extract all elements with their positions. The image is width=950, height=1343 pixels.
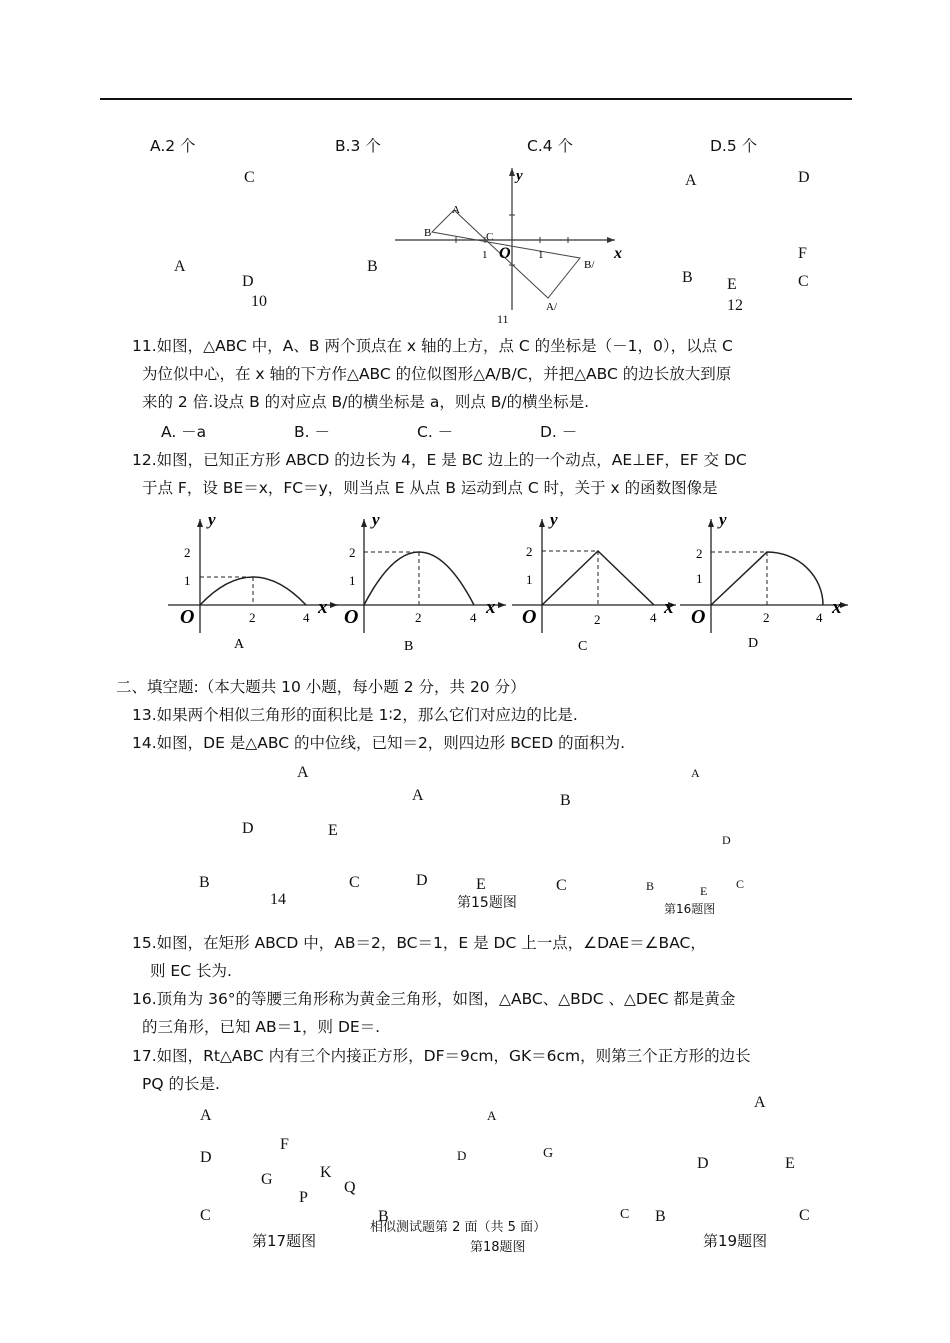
- fig16-label-b: B: [646, 879, 655, 893]
- graph-d-origin: O: [691, 606, 706, 628]
- fig12-label-f: F: [798, 245, 807, 262]
- graph-c-x-label: x: [664, 597, 674, 618]
- fig10-label-c: C: [244, 169, 255, 186]
- fig12-label-a: A: [685, 172, 697, 189]
- graph-a-x-label: x: [318, 597, 328, 618]
- q17-line2: PQ 的长是.: [142, 1075, 220, 1093]
- fig16-caption: 第16题图: [664, 902, 716, 916]
- fig16-label-a: A: [691, 766, 700, 780]
- graph-b-x-label: x: [486, 597, 496, 618]
- graph-c-tick-x4: 4: [650, 610, 657, 625]
- fig18-label-g: G: [543, 1146, 554, 1161]
- graph-b-tick-x2: 2: [415, 610, 422, 625]
- fig17-label-d: D: [200, 1149, 212, 1166]
- graph-c-tick-y2: 2: [526, 544, 533, 559]
- graph-c-y-arrow: [539, 519, 545, 527]
- fig15-label-b: B: [560, 792, 571, 809]
- q12-graphs: [160, 505, 860, 655]
- q11-line2: 为位似中心，在 x 轴的下方作△ABC 的位似图形△A/B/C，并把△ABC 的边长放大到原: [142, 365, 732, 383]
- fig18-label-d: D: [457, 1148, 467, 1163]
- fig11-label-b-outer: B: [367, 258, 378, 275]
- fig14-number: 14: [270, 891, 286, 908]
- fig15-label-c: C: [556, 877, 567, 894]
- fig19-caption: 第19题图: [703, 1232, 768, 1250]
- fig14-label-c: C: [349, 874, 360, 891]
- fig17-caption: 第17题图: [252, 1232, 317, 1250]
- fig15-label-d: D: [416, 872, 428, 889]
- q11-option-b: B. －: [294, 423, 330, 441]
- graph-d-tick-x2: 2: [763, 610, 770, 625]
- fig11-one-left: 1: [482, 249, 488, 261]
- fig18-caption: 第18题图: [470, 1240, 526, 1255]
- graph-a-tick-y1: 1: [184, 573, 191, 588]
- graph-d-tick-y2: 2: [696, 546, 703, 561]
- fig17-label-a: A: [200, 1107, 212, 1124]
- graph-b-x-arrow: [498, 602, 506, 608]
- fig11-x-label: x: [614, 245, 622, 262]
- q11-line1: 11.如图，△ABC 中，A、B 两个顶点在 x 轴的上方，点 C 的坐标是（－1，0），以点 C: [132, 337, 733, 355]
- fig17-label-b: B: [378, 1208, 389, 1225]
- fig19-label-d: D: [697, 1155, 709, 1172]
- graph-d: [680, 510, 848, 651]
- graph-c: [512, 510, 676, 654]
- fig19-label-a: A: [754, 1094, 766, 1111]
- fig15-caption: 第15题图: [457, 895, 517, 911]
- graph-c-letter: C: [578, 639, 588, 654]
- graph-a-letter: A: [234, 637, 245, 652]
- q11-option-c: C. －: [417, 423, 454, 441]
- q11-line3: 来的 2 倍.设点 B 的对应点 B/的横坐标是 a，则点 B/的横坐标是.: [142, 393, 590, 411]
- fig11-label-a-prime: A/: [546, 301, 557, 313]
- graph-d-letter: D: [748, 636, 759, 651]
- fig14-label-b: B: [199, 874, 210, 891]
- graph-b-tick-y1: 1: [349, 573, 356, 588]
- q15-line1: 15.如图，在矩形 ABCD 中，AB＝2，BC＝1，E 是 DC 上一点，∠DAE＝∠BAC，: [132, 934, 706, 952]
- graph-c-y-label: y: [550, 510, 558, 529]
- header-rule: [100, 98, 852, 100]
- fig19-label-e: E: [785, 1155, 795, 1172]
- q14-text: 14.如图，DE 是△ABC 的中位线，已知＝2，则四边形 BCED 的面积为.: [132, 734, 625, 752]
- graph-a-origin: O: [180, 606, 195, 628]
- graph-b-origin: O: [344, 606, 359, 628]
- fig16-label-d: D: [722, 833, 731, 847]
- fig10-label-d: D: [242, 273, 254, 290]
- graph-b-y-arrow: [361, 519, 367, 527]
- fig11-triangle-abc: [432, 210, 488, 242]
- graph-a-y-arrow: [197, 519, 203, 527]
- fig12-number: 12: [727, 297, 743, 314]
- fig12-label-e: E: [727, 276, 737, 293]
- q15-line2: 则 EC 长为.: [150, 962, 232, 980]
- fig17-label-k: K: [320, 1164, 332, 1181]
- fig19-label-b: B: [655, 1208, 666, 1225]
- fig19-label-c: C: [799, 1207, 810, 1224]
- fig14-label-a: A: [297, 764, 309, 781]
- q17-line1: 17.如图，Rt△ABC 内有三个内接正方形，DF＝9cm，GK＝6cm，则第三个正方形的边长: [132, 1047, 751, 1065]
- fig11-one-right: 1: [538, 249, 544, 261]
- fig11-number: 11: [497, 312, 509, 326]
- fig15-label-e: E: [476, 876, 486, 893]
- q11-option-a: A. －a: [161, 423, 207, 441]
- fig16-label-c: C: [736, 877, 745, 891]
- graph-c-tick-y1: 1: [526, 572, 533, 587]
- graph-a-tick-y2: 2: [184, 545, 191, 560]
- q10-option-d: D.5 个: [710, 137, 758, 155]
- section2-heading: 二、填空题:（本大题共 10 小题，每小题 2 分，共 20 分）: [116, 678, 526, 696]
- fig14-label-e: E: [328, 822, 338, 839]
- fig17-label-p: P: [299, 1189, 308, 1206]
- q16-line2: 的三角形，已知 AB＝1，则 DE＝.: [142, 1018, 381, 1036]
- graph-a-tick-x4: 4: [303, 610, 310, 625]
- graph-d-tick-y1: 1: [696, 571, 703, 586]
- fig16-label-e: E: [700, 884, 708, 898]
- fig15-label-a: A: [412, 787, 424, 804]
- q12-line1: 12.如图，已知正方形 ABCD 的边长为 4，E 是 BC 边上的一个动点，AE⊥EF，EF 交 DC: [132, 451, 747, 469]
- fig10-number: 10: [251, 293, 267, 310]
- fig17-label-g: G: [261, 1171, 273, 1188]
- graph-d-x-label: x: [832, 597, 842, 618]
- fig18-label-c: C: [620, 1207, 630, 1222]
- fig11-label-b: B: [424, 227, 432, 239]
- graph-b-tick-x4: 4: [470, 610, 477, 625]
- q16-line1: 16.顶角为 36°的等腰三角形称为黄金三角形，如图，△ABC、△BDC 、△DEC 都是黄金: [132, 990, 736, 1008]
- graph-c-origin: O: [522, 606, 537, 628]
- fig12-label-b: B: [682, 269, 693, 286]
- fig11-label-a: A: [452, 204, 460, 216]
- fig11-label-c: C: [486, 231, 494, 243]
- q10-option-b: B.3 个: [335, 137, 381, 155]
- fig11-label-b-prime: B/: [584, 259, 595, 271]
- fig11-x-arrow: [607, 237, 615, 243]
- fig11-coordinate-figure: [390, 160, 630, 320]
- graph-a-y-label: y: [208, 510, 216, 529]
- q12-line2: 于点 F，设 BE＝x，FC＝y，则当点 E 从点 B 运动到点 C 时，关于 x 的函数图像是: [142, 479, 718, 497]
- fig11-origin-label: O: [499, 245, 511, 262]
- graph-b-letter: B: [404, 639, 414, 654]
- fig18-label-a: A: [487, 1108, 497, 1123]
- graph-c-tick-x2: 2: [594, 612, 601, 627]
- graph-a-tick-x2: 2: [249, 610, 256, 625]
- fig12-label-c: C: [798, 273, 809, 290]
- fig10-label-a: A: [174, 258, 186, 275]
- graph-b-tick-y2: 2: [349, 545, 356, 560]
- fig11-y-arrow: [509, 168, 515, 176]
- q10-option-c: C.4 个: [527, 137, 574, 155]
- fig12-label-d: D: [798, 169, 810, 186]
- graph-b: [336, 510, 506, 654]
- graph-d-tick-x4: 4: [816, 610, 823, 625]
- graph-a: [168, 510, 338, 652]
- q10-option-a: A.2 个: [150, 137, 196, 155]
- fig11-y-label: y: [516, 168, 523, 184]
- fig17-label-c: C: [200, 1207, 211, 1224]
- fig17-label-q: Q: [344, 1179, 356, 1196]
- graph-d-y-arrow: [708, 519, 714, 527]
- q11-option-d: D. －: [540, 423, 578, 441]
- graph-d-y-label: y: [719, 510, 727, 529]
- fig14-label-d: D: [242, 820, 254, 837]
- q13-text: 13.如果两个相似三角形的面积比是 1∶2，那么它们对应边的比是.: [132, 706, 578, 724]
- graph-b-y-label: y: [372, 510, 380, 529]
- fig17-label-f: F: [280, 1136, 289, 1153]
- page-footer: 相似测试题第 2 面（共 5 面）: [370, 1220, 547, 1235]
